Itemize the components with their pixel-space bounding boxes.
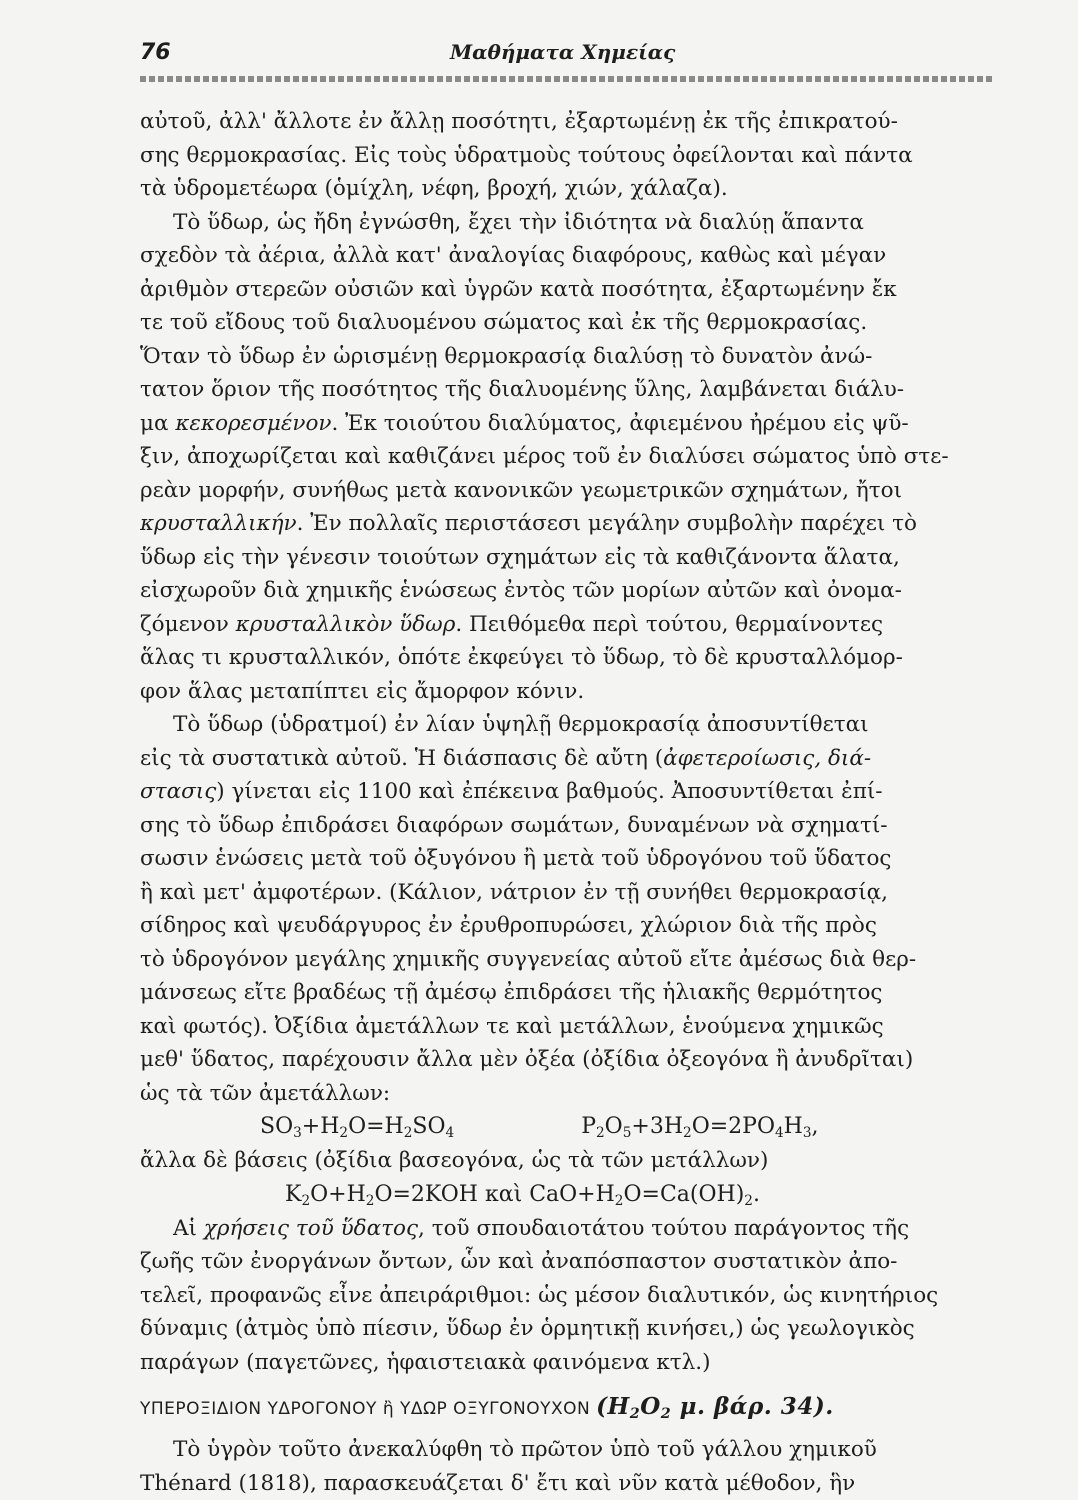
eq-part: H	[783, 1114, 803, 1139]
eq-sub: 2	[301, 1192, 311, 1209]
text-line: τὰ ὑδρομετέωρα (ὁμίχλη, νέφη, βροχή, χιών, χάλαζα).	[140, 176, 728, 201]
text-line: Τὸ ὑγρὸν τοῦτο ἀνεκαλύφθη τὸ πρῶτον ὑπὸ τοῦ γάλλου χημικοῦ	[173, 1437, 877, 1462]
text-line: Τὸ ὕδωρ, ὡς ἤδη ἐγνώσθη, ἔχει τὴν ἰδιότητα νὰ διαλύῃ ἅπαντα	[173, 209, 864, 235]
text-line: Τὸ ὕδωρ (ὑδρατμοί) ἐν λίαν ὑψηλῇ θερμοκρασίᾳ ἀποσυντίθεται	[173, 712, 869, 737]
text-line: ἅλας τι κρυσταλλικόν, ὁπότε ἐκφεύγει τὸ ὕδωρ, τὸ δὲ κρυσταλλόμορ-	[140, 645, 903, 670]
text-line: ὕδωρ εἰς τὴν γένεσιν τοιούτων σχημάτων εἰς τὰ καθιζάνοντα ἅλατα,	[140, 544, 900, 570]
eq-part: O	[604, 1114, 623, 1139]
eq-sub: 2	[596, 1125, 605, 1141]
formula-part: μ. βάρ. 34).	[671, 1393, 834, 1420]
eq-part: +H	[301, 1114, 340, 1139]
text-line: Thénard (1818), παρασκευάζεται δ' ἔτι καὶ νῦν κατὰ μέθοδον, ἣν	[140, 1470, 856, 1496]
text-line: τε τοῦ εἴδους τοῦ διαλυομένου σώματος καὶ ἐκ τῆς θερμοκρασίας.	[140, 310, 868, 335]
equation-so3	[260, 1114, 454, 1139]
eq-sub: 2	[744, 1192, 753, 1209]
text-line: ξιν, ἀποχωρίζεται καὶ καθιζάνει μέρος τοῦ ἐν διαλύσει σώματος ὑπὸ στε-	[140, 444, 949, 469]
text-line	[140, 507, 1020, 541]
italic-term: ἀφετεροίωσις, διά-	[663, 745, 872, 771]
text-line	[140, 742, 1020, 776]
eq-part: .	[752, 1181, 760, 1207]
eq-sub: 5	[622, 1125, 632, 1141]
formula-sub: 2	[660, 1406, 672, 1422]
equation-line-acids	[140, 1110, 1020, 1144]
text-span: ζόμενον	[140, 611, 236, 637]
page-header	[140, 40, 1000, 86]
text-line: ζωῆς τῶν ἐνοργάνων ὄντων, ὧν καὶ ἀναπόσπαστον συστατικὸν ἀπο-	[140, 1249, 898, 1274]
text-span: . Ἐκ τοιούτου διαλύματος, ἀφιεμένου ἠρέμου εἰς ψῦ-	[331, 410, 909, 436]
eq-sub: 3	[802, 1125, 812, 1141]
italic-term: κρυσταλλικὸν ὕδωρ	[235, 611, 456, 637]
text-line: εἰσχωροῦν διὰ χημικῆς ἑνώσεως ἐντὸς τῶν μορίων αὐτῶν καὶ ὀνομα-	[140, 578, 902, 603]
text-line: σχεδὸν τὰ ἀέρια, ἀλλὰ κατ' ἀναλογίας διαφόρους, καθὼς καὶ μέγαν	[140, 243, 887, 268]
page-number: 76	[140, 40, 171, 65]
eq-sub: 4	[775, 1125, 784, 1141]
text-span: Αἱ	[173, 1215, 204, 1241]
italic-term: κρυσταλλικήν	[140, 511, 297, 536]
text-line: φον ἅλας μεταπίπτει εἰς ἄμορφον κόνιν.	[140, 678, 585, 704]
header-rule	[140, 76, 995, 82]
text-span: εἰς τὰ συστατικὰ αὐτοῦ. Ἡ διάσπασις δὲ αὔτη (	[140, 745, 664, 771]
text-line: σωσιν ἑνώσεις μετὰ τοῦ ὀξυγόνου ἢ μετὰ τοῦ ὑδρογόνου τοῦ ὕδατος	[140, 846, 892, 871]
text-line	[140, 1212, 1020, 1246]
text-line: ἢ καὶ μετ' ἀμφοτέρων. (Κάλιον, νάτριον ἐν τῇ συνήθει θερμοκρασίᾳ,	[140, 879, 889, 905]
italic-term: χρήσεις τοῦ ὕδατος	[203, 1215, 419, 1241]
text-line: μάνσεως εἴτε βραδέως τῇ ἀμέσῳ ἐπιδράσει τῆς ἡλιακῆς θερμότητος	[140, 980, 883, 1005]
text-span: . Ἐν πολλαῖς περιστάσεσι μεγάλην συμβολὴν παρέχει τὸ	[296, 511, 917, 536]
eq-part: +3H	[631, 1114, 684, 1139]
heading-text: ΥΠΕΡΟΞΙΔΙΟΝ ΥΔΡΟΓΟΝΟΥ ἢ ΥΔΩΡ ΟΞΥΓΟΝΟΥΧΟΝ	[140, 1399, 591, 1419]
body-text	[140, 105, 1020, 1500]
italic-term: κεκορεσμένον	[175, 410, 332, 436]
eq-part: O=Ca(OH)	[623, 1181, 745, 1207]
formula-sub: 2	[629, 1406, 641, 1422]
section-heading	[140, 1387, 1020, 1427]
eq-part: O+H	[310, 1181, 366, 1207]
text-line: καὶ φωτός). Ὀξίδια ἀμετάλλων τε καὶ μετάλλων, ἑνούμενα χημικῶς	[140, 1013, 884, 1039]
formula-part: (H	[596, 1393, 630, 1420]
eq-part: O=H	[348, 1114, 404, 1139]
eq-sub: 2	[365, 1192, 375, 1209]
eq-part: K	[285, 1181, 302, 1207]
equation-p2o5	[581, 1114, 818, 1139]
text-line: αὐτοῦ, ἀλλ' ἄλλοτε ἐν ἄλλῃ ποσότητι, ἐξαρτωμένῃ ἐκ τῆς ἐπικρατού-	[140, 109, 898, 134]
eq-part: ,	[811, 1114, 819, 1139]
eq-sub: 2	[339, 1125, 349, 1141]
heading-formula	[596, 1393, 834, 1420]
text-line: μεθ' ὕδατος, παρέχουσιν ἄλλα μὲν ὀξέα (ὀξίδια ὀξεογόνα ἢ ἀνυδρῖται)	[140, 1047, 914, 1072]
text-span: μα	[140, 410, 176, 436]
text-span: ) γίνεται εἰς 1100 καὶ ἐπέκεινα βαθμούς. Ἀποσυντίθεται ἐπί-	[216, 779, 883, 804]
formula-part: O	[640, 1393, 661, 1420]
eq-part: O=2KOH καὶ CaO+H	[374, 1181, 615, 1207]
eq-part: P	[581, 1114, 596, 1139]
text-line: ἄλλα δὲ βάσεις (ὀξίδια βασεογόνα, ὡς τὰ τῶν μετάλλων)	[140, 1148, 769, 1173]
eq-part: SO	[412, 1114, 446, 1139]
eq-sub: 4	[445, 1125, 455, 1141]
eq-part: O=2PO	[691, 1114, 775, 1139]
eq-sub: 3	[293, 1125, 302, 1141]
text-line: σης τὸ ὕδωρ ἐπιδράσει διαφόρων σωμάτων, δυναμένων νὰ σχηματί-	[140, 812, 888, 838]
text-line: τὸ ὑδρογόνον μεγάλης χημικῆς συγγενείας αὐτοῦ εἴτε ἀμέσως διὰ θερ-	[140, 946, 917, 972]
running-title: Μαθήματα Χημείας	[450, 40, 676, 64]
text-line: δύναμις (ἀτμὸς ὑπὸ πίεσιν, ὕδωρ ἐν ὁρμητικῇ κινήσει,) ὡς γεωλογικὸς	[140, 1316, 915, 1341]
italic-term: στασις	[140, 779, 217, 804]
eq-sub: 2	[403, 1125, 413, 1141]
equation-line-bases	[140, 1178, 1020, 1212]
text-line: παράγων (παγετῶνες, ἡφαιστειακὰ φαινόμενα κτλ.)	[140, 1349, 711, 1375]
eq-sub: 2	[614, 1192, 624, 1209]
text-line	[140, 608, 1020, 642]
text-line	[140, 775, 1020, 809]
text-span: , τοῦ σπουδαιοτάτου τούτου παράγοντος τῆς	[418, 1215, 910, 1241]
text-line: ὡς τὰ τῶν ἀμετάλλων:	[140, 1080, 391, 1106]
eq-part: SO	[260, 1114, 294, 1139]
text-line: σίδηρος καὶ ψευδάργυρος ἐν ἐρυθροπυρώσει, χλώριον διὰ τῆς πρὸς	[140, 913, 877, 938]
text-line: τατον ὅριον τῆς ποσότητος τῆς διαλυομένης ὕλης, λαμβάνεται διάλυ-	[140, 377, 905, 402]
text-line: ρεὰν μορφήν, συνήθως μετὰ κανονικῶν γεωμετρικῶν σχημάτων, ἤτοι	[140, 477, 903, 503]
text-line: Ὅταν τὸ ὕδωρ ἐν ὡρισμένῃ θερμοκρασίᾳ διαλύσῃ τὸ δυνατὸν ἀνώ-	[140, 343, 873, 369]
text-line: ἀριθμὸν στερεῶν οὐσιῶν καὶ ὑγρῶν κατὰ ποσότητα, ἐξαρτωμένην ἔκ	[140, 276, 897, 302]
text-line: σης θερμοκρασίας. Εἰς τοὺς ὑδρατμοὺς τούτους ὀφείλονται καὶ πάντα	[140, 142, 913, 168]
eq-sub: 2	[683, 1125, 692, 1141]
text-line: τελεῖ, προφανῶς εἶνε ἀπειράριθμοι: ὡς μέσον διαλυτικόν, ὡς κινητήριος	[140, 1282, 939, 1308]
text-span: . Πειθόμεθα περὶ τούτου, θερμαίνοντες	[455, 611, 884, 637]
text-line	[140, 407, 1020, 441]
